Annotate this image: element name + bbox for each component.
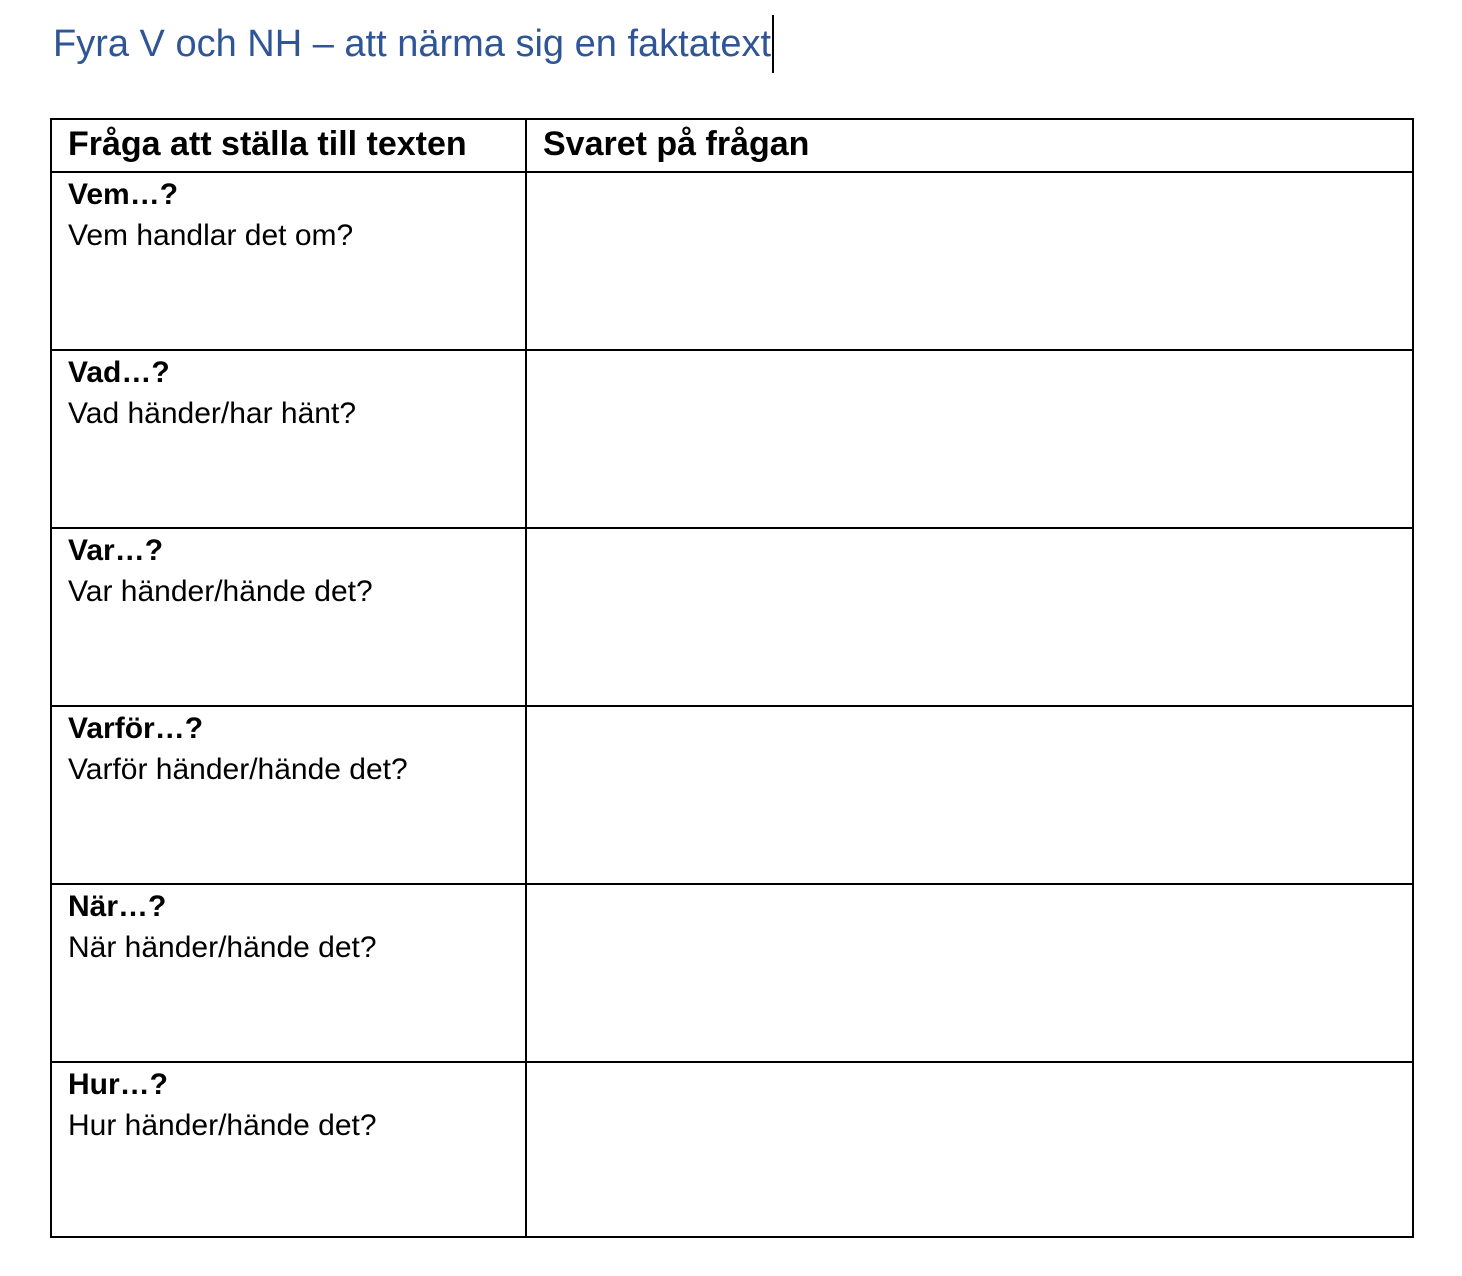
question-title: Varför…? <box>68 712 204 745</box>
question-cell-vem[interactable] <box>51 172 526 350</box>
table-row <box>51 706 1413 884</box>
document-title-area[interactable] <box>53 14 774 74</box>
table-row <box>51 1062 1413 1237</box>
question-cell-varfor[interactable] <box>51 706 526 884</box>
table-row <box>51 528 1413 706</box>
question-cell-hur[interactable] <box>51 1062 526 1237</box>
text-cursor <box>772 15 774 73</box>
question-text: Var händer/hände det? <box>68 575 373 608</box>
document-title[interactable]: Fyra V och NH – att närma sig en faktatext <box>53 22 772 65</box>
question-text: Vad händer/har hänt? <box>68 397 357 430</box>
question-text: Vem handlar det om? <box>68 219 354 252</box>
answer-cell-varfor[interactable] <box>526 706 1413 884</box>
question-table <box>50 118 1414 1238</box>
header-question[interactable]: Fråga att ställa till texten <box>51 119 526 172</box>
question-cell-vad[interactable] <box>51 350 526 528</box>
question-title: Var…? <box>68 534 164 567</box>
question-title: Hur…? <box>68 1068 168 1101</box>
question-cell-var[interactable] <box>51 528 526 706</box>
header-answer[interactable]: Svaret på frågan <box>526 119 1413 172</box>
answer-cell-vem[interactable] <box>526 172 1413 350</box>
answer-cell-hur[interactable] <box>526 1062 1413 1237</box>
table-header-row <box>51 119 1413 172</box>
table-row <box>51 172 1413 350</box>
question-title: Vad…? <box>68 356 170 389</box>
question-text: Hur händer/hände det? <box>68 1109 377 1142</box>
table-row <box>51 350 1413 528</box>
question-title: När…? <box>68 890 167 923</box>
question-text: När händer/hände det? <box>68 931 377 964</box>
answer-cell-vad[interactable] <box>526 350 1413 528</box>
table-row <box>51 884 1413 1062</box>
answer-cell-var[interactable] <box>526 528 1413 706</box>
question-text: Varför händer/hände det? <box>68 753 408 786</box>
question-cell-nar[interactable] <box>51 884 526 1062</box>
answer-cell-nar[interactable] <box>526 884 1413 1062</box>
question-title: Vem…? <box>68 178 179 211</box>
